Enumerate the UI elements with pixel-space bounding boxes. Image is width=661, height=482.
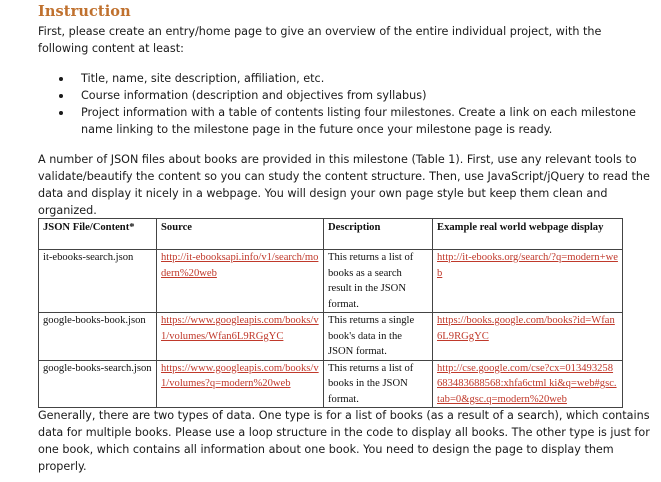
- file-cell: google-books-search.json: [39, 360, 157, 408]
- description-cell: This returns a list of books as a search result in the JSON format.: [324, 250, 433, 313]
- source-link[interactable]: http://it-ebooksapi.info/v1/search/modern%20web: [161, 252, 319, 279]
- header-file: JSON File/Content*: [39, 219, 157, 250]
- json-sources-table: [38, 218, 623, 408]
- section-heading: Instruction: [38, 3, 131, 20]
- json-paragraph: A number of JSON files about books are provided in this milestone (Table 1). First, use any relevant tools to validate/beautify the content so you can study the content structure. Then, use JavaScript/jQuery to read the data and display it nicely in a webpage. You will design your own page style but keep them clean and organized.: [38, 153, 650, 217]
- header-source: Source: [157, 219, 324, 250]
- bullet-icon: [59, 94, 63, 98]
- table-row: [39, 360, 623, 408]
- source-link[interactable]: https://www.googleapis.com/books/v1/volumes?q=modern%20web: [161, 362, 319, 389]
- description-cell: This returns a single book's data in the JSON format.: [324, 313, 433, 361]
- file-cell: google-books-book.json: [39, 313, 157, 361]
- list-item-text: Project information with a table of contents listing four milestones. Create a link on each milestone name linking to the milestone page in the future once your milestone page is ready.: [81, 106, 636, 136]
- table-row: [39, 250, 623, 313]
- bullet-icon: [59, 111, 63, 115]
- list-item: [56, 87, 646, 104]
- intro-paragraph: First, please create an entry/home page to give an overview of the entire individual project, with the following content at least:: [38, 25, 602, 55]
- description-cell: This returns a list of books in the JSON format.: [324, 360, 433, 408]
- requirements-list: [56, 70, 646, 138]
- list-item: [56, 70, 646, 87]
- header-example: Example real world webpage display: [433, 219, 623, 250]
- table-row: [39, 313, 623, 361]
- header-description: Description: [324, 219, 433, 250]
- source-link[interactable]: https://www.googleapis.com/books/v1/volumes/Wfan6L9RGgYC: [161, 315, 319, 342]
- table-header-row: [39, 219, 623, 250]
- bullet-icon: [59, 77, 63, 81]
- list-item-text: Course information (description and objectives from syllabus): [81, 89, 427, 102]
- file-cell: it-ebooks-search.json: [39, 250, 157, 313]
- example-link[interactable]: http://it-ebooks.org/search/?q=modern+web: [437, 252, 618, 279]
- list-item-text: Title, name, site description, affiliation, etc.: [81, 72, 325, 85]
- list-item: [56, 104, 646, 138]
- example-link[interactable]: http://cse.google.com/cse?cx=013493258683483688568:xhfa6ctml ki&q=web#gsc.tab=0&gsc.q=modern%20web: [437, 362, 617, 405]
- example-link[interactable]: https://books.google.com/books?id=Wfan6L9RGgYC: [437, 315, 615, 342]
- closing-paragraph: Generally, there are two types of data. One type is for a list of books (as a result of a search), which contains data for multiple books. Please use a loop structure in the code to display all books. The other type is just for one book, which contains all information about one book. You need to design the page to display them properly.: [38, 409, 650, 473]
